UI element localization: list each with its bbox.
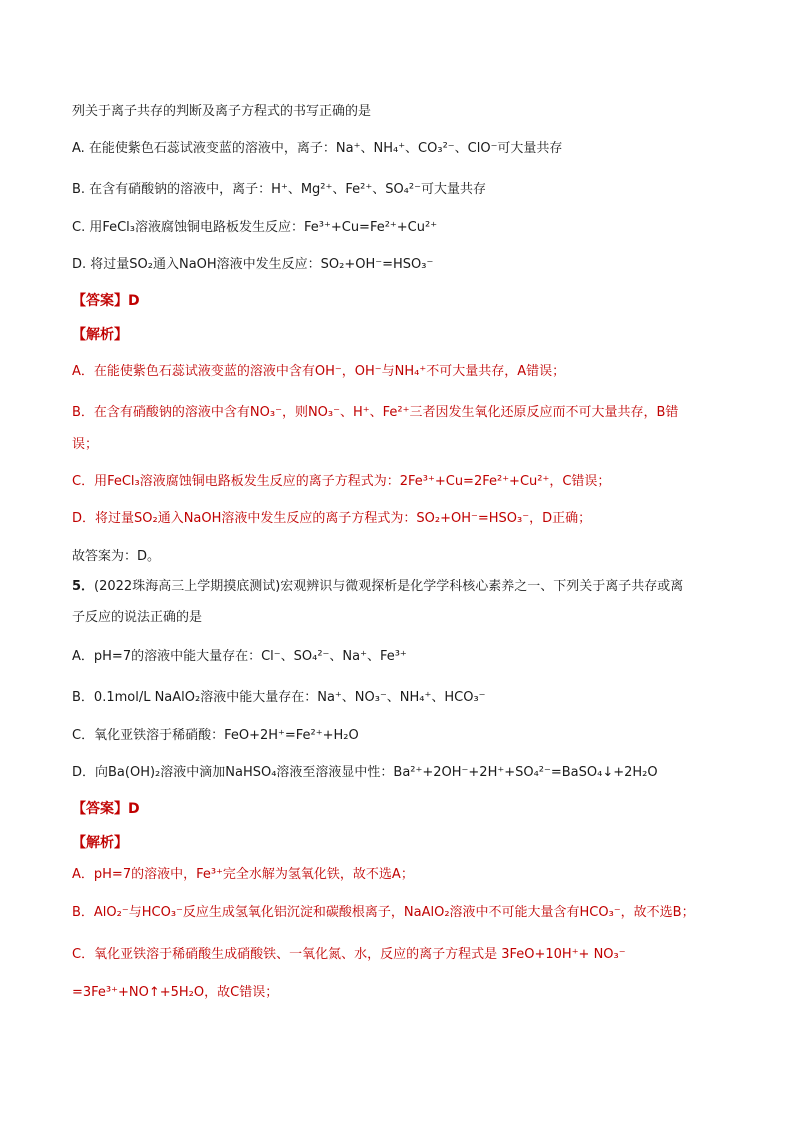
question-4-analysis-b-cont: 误； [72, 437, 99, 452]
question-5-analysis-a: A．pH=7的溶液中，Fe³⁺完全水解为氢氧化铁，故不选A； [72, 867, 414, 882]
question-5-option-d: D．向Ba(OH)₂溶液中滴加NaHSO₄溶液至溶液显中性：Ba²⁺+2OH⁻+2H⁺+SO₄²⁻=BaSO₄↓+2H₂O [72, 765, 658, 780]
question-5-stem-line2: 子反应的说法正确的是 [72, 610, 203, 625]
question-5-analysis-c-cont: =3Fe³⁺+NO↑+5H₂O，故C错误； [72, 985, 279, 1000]
question-4-option-c: C. 用FeCl₃溶液腐蚀铜电路板发生反应：Fe³⁺+Cu=Fe²⁺+Cu²⁺ [72, 220, 438, 235]
question-4-option-d: D. 将过量SO₂通入NaOH溶液中发生反应：SO₂+OH⁻=HSO₃⁻ [72, 257, 434, 272]
question-5-analysis-c: C．氧化亚铁溶于稀硝酸生成硝酸铁、一氧化氮、水，反应的离子方程式是 3FeO+10H⁺+ NO₃⁻ [72, 947, 626, 962]
question-4-analysis-d: D．将过量SO₂通入NaOH溶液中发生反应的离子方程式为：SO₂+OH⁻=HSO₃⁻，D正确； [72, 511, 592, 526]
question-5-analysis-title: 【解析】 [72, 835, 128, 851]
question-4-analysis-a: A．在能使紫色石蕊试液变蓝的溶液中含有OH⁻，OH⁻与NH₄⁺不可大量共存，A错误； [72, 364, 566, 379]
question-4-analysis-c: C．用FeCl₃溶液腐蚀铜电路板发生反应的离子方程式为：2Fe³⁺+Cu=2Fe²⁺+Cu²⁺，C错误； [72, 474, 611, 489]
question-5-stem-line1 [72, 578, 734, 596]
question-5-stem-text: (2022珠海高三上学期摸底测试)宏观辨识与微观探析是化学学科核心素养之一、下列关于离子共存或离 [94, 579, 684, 594]
question-4-stem: 列关于离子共存的判断及离子方程式的书写正确的是 [72, 104, 372, 119]
question-5-analysis-b: B．AlO₂⁻与HCO₃⁻反应生成氢氧化铝沉淀和碳酸根离子，NaAlO₂溶液中不可能大量含有HCO₃⁻，故不选B； [72, 905, 695, 920]
question-5-number: 5． [72, 579, 95, 594]
question-4-analysis-b: B．在含有硝酸钠的溶液中含有NO₃⁻，则NO₃⁻、H⁺、Fe²⁺三者因发生氧化还原反应而不可大量共存，B错 [72, 405, 679, 420]
question-5-answer: 【答案】D [72, 801, 140, 817]
question-4-option-b: B. 在含有硝酸钠的溶液中，离子：H⁺、Mg²⁺、Fe²⁺、SO₄²⁻可大量共存 [72, 182, 486, 197]
question-4-option-a: A. 在能使紫色石蕊试液变蓝的溶液中，离子：Na⁺、NH₄⁺、CO₃²⁻、ClO⁻可大量共存 [72, 141, 563, 156]
question-4-conclusion: 故答案为：D。 [72, 549, 161, 564]
question-4-analysis-title: 【解析】 [72, 327, 128, 343]
question-5-option-a: A．pH=7的溶液中能大量存在：Cl⁻、SO₄²⁻、Na⁺、Fe³⁺ [72, 649, 407, 664]
question-5-option-b: B．0.1mol/L NaAlO₂溶液中能大量存在：Na⁺、NO₃⁻、NH₄⁺、HCO₃⁻ [72, 690, 486, 705]
question-4-answer: 【答案】D [72, 293, 140, 309]
question-5-option-c: C．氧化亚铁溶于稀硝酸：FeO+2H⁺=Fe²⁺+H₂O [72, 728, 359, 743]
